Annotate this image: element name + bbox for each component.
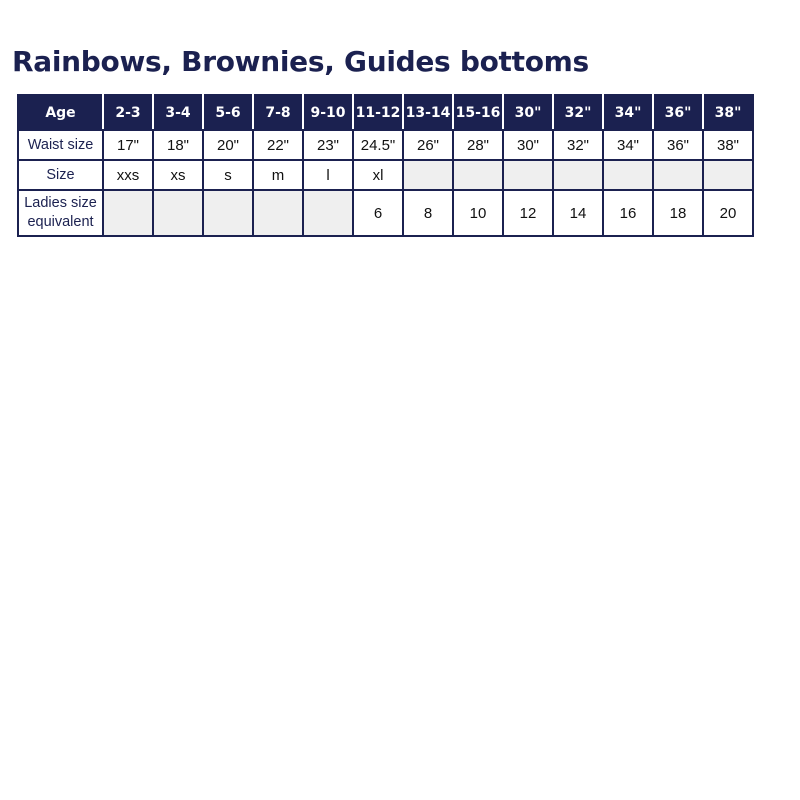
table-cell-empty bbox=[303, 190, 353, 236]
table-cell-empty bbox=[503, 160, 553, 190]
table-cell: 22" bbox=[253, 130, 303, 160]
header-cell: 11-12 bbox=[353, 95, 403, 130]
table-cell-empty bbox=[453, 160, 503, 190]
table-row-ladies-size bbox=[18, 190, 753, 236]
table-cell: 36" bbox=[653, 130, 703, 160]
table-cell-empty bbox=[703, 160, 753, 190]
table-cell-empty bbox=[553, 160, 603, 190]
header-cell: 32" bbox=[553, 95, 603, 130]
table-cell: s bbox=[203, 160, 253, 190]
page-title: Rainbows, Brownies, Guides bottoms bbox=[12, 45, 589, 78]
table-cell: 20 bbox=[703, 190, 753, 236]
table-cell: 20" bbox=[203, 130, 253, 160]
table-cell: xxs bbox=[103, 160, 153, 190]
header-cell: 9-10 bbox=[303, 95, 353, 130]
row-label: Size bbox=[18, 160, 103, 190]
header-cell: 13-14 bbox=[403, 95, 453, 130]
header-cell-age: Age bbox=[18, 95, 103, 130]
table-cell: 18 bbox=[653, 190, 703, 236]
table-cell: 24.5" bbox=[353, 130, 403, 160]
table-cell: 16 bbox=[603, 190, 653, 236]
header-cell: 3-4 bbox=[153, 95, 203, 130]
header-cell: 5-6 bbox=[203, 95, 253, 130]
row-label: Waist size bbox=[18, 130, 103, 160]
table-cell: 10 bbox=[453, 190, 503, 236]
header-cell: 7-8 bbox=[253, 95, 303, 130]
table-cell: 18" bbox=[153, 130, 203, 160]
table-cell-empty bbox=[103, 190, 153, 236]
table-cell-empty bbox=[203, 190, 253, 236]
table-row-size bbox=[18, 160, 753, 190]
header-cell: 38" bbox=[703, 95, 753, 130]
header-cell: 30" bbox=[503, 95, 553, 130]
table-cell-empty bbox=[403, 160, 453, 190]
row-label: Ladies size equivalent bbox=[18, 190, 103, 236]
header-cell: 34" bbox=[603, 95, 653, 130]
table-cell: 23" bbox=[303, 130, 353, 160]
table-cell: 34" bbox=[603, 130, 653, 160]
table-cell: 12 bbox=[503, 190, 553, 236]
table-row-waist-size bbox=[18, 130, 753, 160]
table-cell: 32" bbox=[553, 130, 603, 160]
table-cell-empty bbox=[253, 190, 303, 236]
header-cell: 36" bbox=[653, 95, 703, 130]
table-cell: 17" bbox=[103, 130, 153, 160]
table-cell: 8 bbox=[403, 190, 453, 236]
table-cell: l bbox=[303, 160, 353, 190]
table-cell: 14 bbox=[553, 190, 603, 236]
header-cell: 15-16 bbox=[453, 95, 503, 130]
table-cell: xl bbox=[353, 160, 403, 190]
size-chart-table bbox=[17, 94, 754, 237]
table-cell-empty bbox=[653, 160, 703, 190]
header-cell: 2-3 bbox=[103, 95, 153, 130]
table-cell: xs bbox=[153, 160, 203, 190]
table-cell: m bbox=[253, 160, 303, 190]
header-row bbox=[18, 95, 753, 130]
table-cell: 28" bbox=[453, 130, 503, 160]
table-cell: 26" bbox=[403, 130, 453, 160]
table-cell-empty bbox=[603, 160, 653, 190]
table-cell: 6 bbox=[353, 190, 403, 236]
table-cell: 30" bbox=[503, 130, 553, 160]
table-cell-empty bbox=[153, 190, 203, 236]
table-cell: 38" bbox=[703, 130, 753, 160]
